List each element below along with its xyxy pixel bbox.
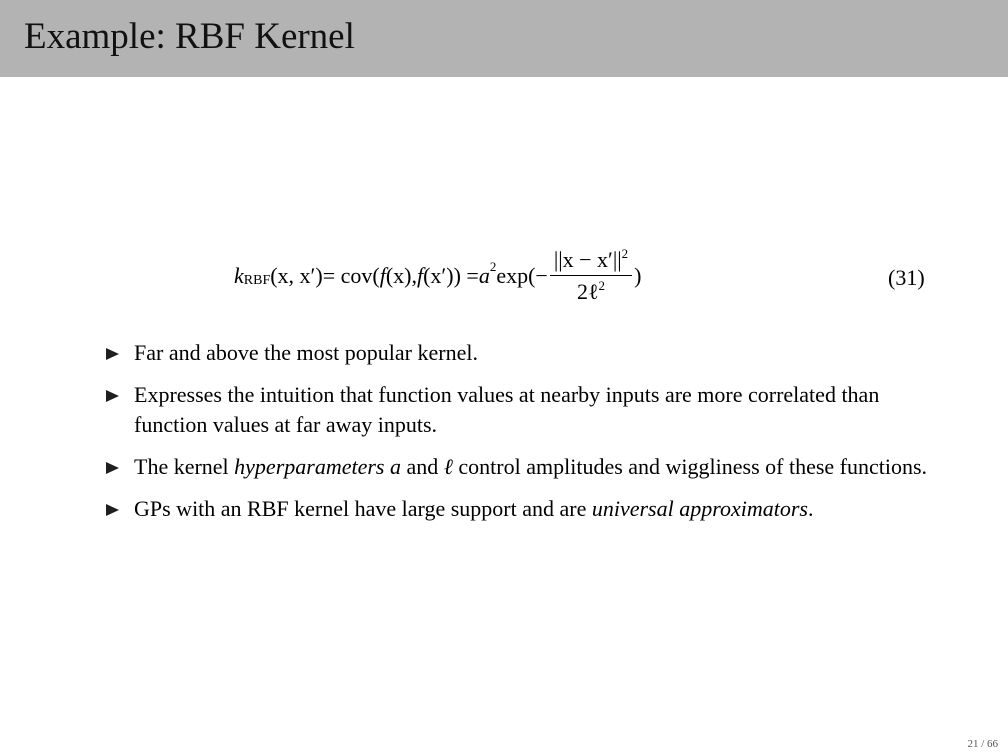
eq-numerator: $||x - x'||^2$ xyxy=(550,247,632,276)
eq-cov: = cov( xyxy=(322,263,380,288)
slide-title: Example: RBF Kernel xyxy=(24,16,355,57)
eq-exp: exp(− xyxy=(496,263,548,288)
rbf-equation xyxy=(234,246,641,306)
bullet-list xyxy=(106,338,936,536)
bullet-item: GPs with an RBF kernel have large support and are universal approximators. xyxy=(106,494,936,524)
eq-f2: f xyxy=(416,263,424,288)
eq-f1: f xyxy=(379,263,386,288)
eq-arg1: (x), xyxy=(385,263,417,288)
eq-k-subscript: RBF xyxy=(243,273,271,288)
bullet-triangle-icon xyxy=(106,462,119,474)
page-number: 21 / 66 xyxy=(967,738,998,750)
equation-number: (31) xyxy=(888,265,925,290)
eq-fraction xyxy=(550,247,632,305)
bullet-item: The kernel hyperparameters a and ℓ control amplitudes and wiggliness of these functions. xyxy=(106,452,936,482)
bullet-item: Expresses the intuition that function values at nearby inputs are more correlated than function values at far away inputs. xyxy=(106,380,936,440)
bullet-item: Far and above the most popular kernel. xyxy=(106,338,936,368)
eq-denominator: 2ℓ$^2$ xyxy=(576,278,605,304)
eq-a: a xyxy=(478,263,490,288)
title-bar xyxy=(0,0,1008,77)
bullet-triangle-icon xyxy=(106,348,119,360)
eq-arg2: (x′)) = xyxy=(423,263,479,288)
eq-a-sup: 2 xyxy=(489,259,497,274)
bullet-triangle-icon xyxy=(106,390,119,402)
eq-close: ) xyxy=(634,263,642,288)
eq-k: k xyxy=(234,263,244,288)
eq-args: (x, x′) xyxy=(270,263,323,288)
bullet-triangle-icon xyxy=(106,504,119,516)
